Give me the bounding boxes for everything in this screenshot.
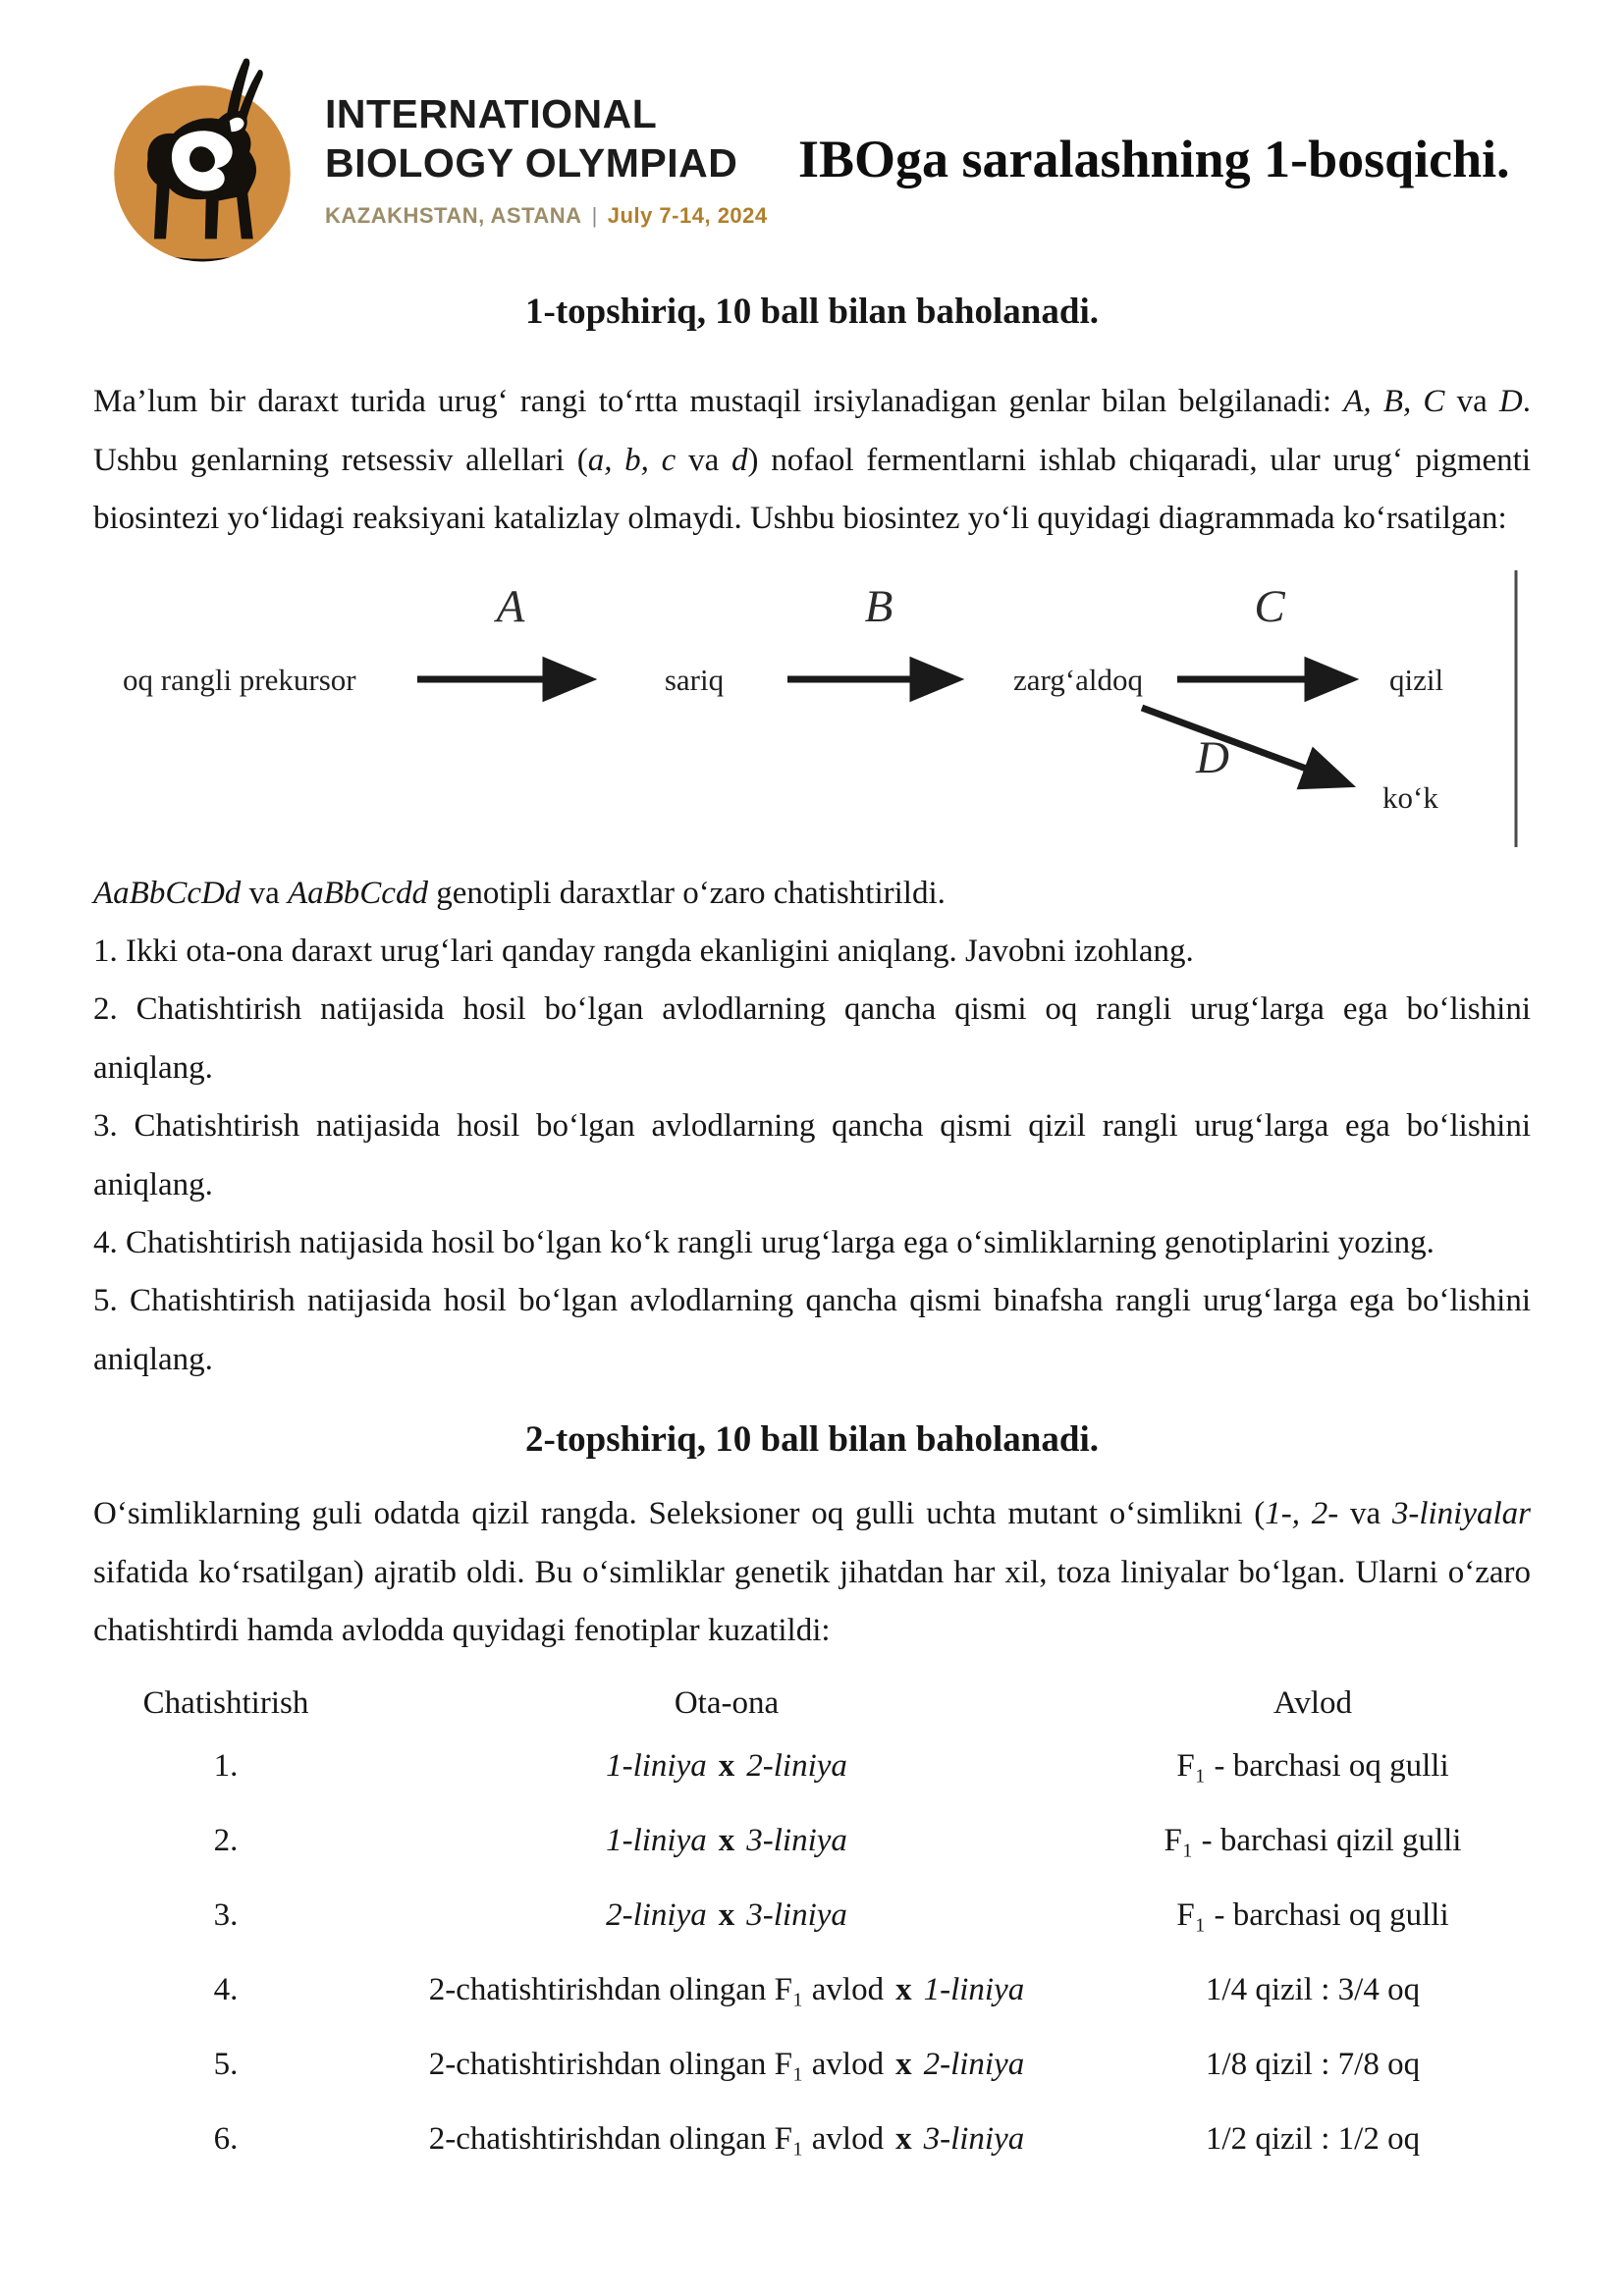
- parent-right: 3-liniya: [923, 2121, 1025, 2158]
- parent-left: 1-liniya: [606, 1823, 707, 1859]
- intro2-va: va: [1338, 1496, 1392, 1532]
- genotype-2: AaBbCcdd: [287, 875, 428, 911]
- cross-parents: [358, 1897, 1095, 1934]
- col-header-ota-ona: Ota-ona: [674, 1685, 780, 1722]
- genotype-rest: genotipli daraxtlar oʻzaro chatishtirildi.: [427, 875, 946, 911]
- crossings-table: [93, 1679, 1531, 2177]
- cross-x: x: [718, 1823, 735, 1859]
- parent-right: 3-liniya: [746, 1823, 847, 1859]
- question-1: 1. Ikki ota-ona daraxt urugʻlari qanday rangda ekanligini aniqlang. Javobni izohlang.: [93, 933, 1194, 969]
- logo-line-1: INTERNATIONAL: [325, 90, 658, 136]
- logo-text-block: [325, 89, 768, 229]
- logo-dates: July 7-14, 2024: [607, 203, 768, 229]
- cross-parents: [358, 1748, 1095, 1785]
- question-3: 3. Chatishtirish natijasida hosil boʻlgan avlodlarning qancha qismi qizil rangli urugʻlarga ega boʻlishini aniqlang.: [93, 1108, 1531, 1202]
- cross-result: 1/8 qizil : 7/8 oq: [1205, 2047, 1421, 2083]
- cross-x: x: [895, 2121, 912, 2158]
- logo-line-2: BIOLOGY OLYMPIAD: [325, 140, 738, 186]
- page-title: IBOga saralashning 1-bosqichi.: [797, 130, 1510, 188]
- parent-left: 2-chatishtirishdan olingan F₁ avlod: [428, 1972, 885, 2008]
- question-2: 2. Chatishtirish natijasida hosil boʻlgan avlodlarning qancha qismi oq rangli urugʻlarga ega boʻlishini aniqlang.: [93, 991, 1531, 1086]
- cross-x: x: [895, 1972, 912, 2008]
- ibo-logo: [93, 50, 768, 268]
- intro2-text: Oʻsimliklarning guli odatda qizil rangda. Seleksioner oq gulli uchta mutant oʻsimlikni (: [93, 1496, 1266, 1532]
- cross-number: 2.: [213, 1823, 239, 1859]
- logo-separator: |: [591, 203, 598, 229]
- genotype-va: va: [241, 875, 288, 911]
- task2-heading: 2-topshiriq, 10 ball bilan baholanadi.: [525, 1419, 1099, 1461]
- biosynthesis-pathway-diagram: [93, 564, 1531, 851]
- diagram-enzyme-d: D: [1196, 731, 1229, 783]
- diagram-enzyme-c: C: [1254, 580, 1285, 632]
- parent-left: 2-liniya: [606, 1897, 707, 1934]
- table-row: [93, 2103, 1531, 2177]
- cross-x: x: [718, 1897, 735, 1934]
- cross-parents: [358, 1823, 1095, 1859]
- cross-number: 1.: [213, 1748, 239, 1785]
- diagram-node-kok: koʻk: [1382, 779, 1438, 815]
- cross-parents: [358, 1972, 1095, 2008]
- diagram-enzyme-a: A: [496, 580, 525, 632]
- parent-left: 1-liniya: [606, 1748, 707, 1785]
- intro1-alleles: a, b, c: [587, 442, 677, 478]
- cross-number: 3.: [213, 1897, 239, 1934]
- intro2-line3: 3-liniyalar: [1391, 1496, 1531, 1532]
- cross-parents: [358, 2047, 1095, 2083]
- cross-result: F₁ - barchasi oq gulli: [1176, 1897, 1449, 1934]
- table-row: [93, 2028, 1531, 2103]
- intro1-va1: va: [1444, 384, 1499, 420]
- cross-number: 4.: [213, 1972, 239, 2008]
- cross-result: 1/4 qizil : 3/4 oq: [1205, 1972, 1421, 2008]
- parent-left: 2-chatishtirishdan olingan F₁ avlod: [428, 2121, 885, 2158]
- intro2-text2: sifatida koʻrsatilgan) ajratib oldi. Bu oʻsimliklar genetik jihatdan har xil, toza liniyalar boʻlgan. Ularni oʻzaro chatishtirdi hamda avlodda quyidagi fenotiplar kuzatildi:: [93, 1554, 1531, 1649]
- table-row: [93, 1804, 1531, 1879]
- parent-right: 2-liniya: [923, 2047, 1025, 2083]
- diagram-node-qizil: qizil: [1389, 662, 1444, 697]
- cross-parents: [358, 2121, 1095, 2158]
- cross-number: 6.: [213, 2121, 239, 2158]
- parent-right: 1-liniya: [923, 1972, 1025, 2008]
- intro1-text3: ) nofaol fermentlarni ishlab chiqaradi, ular urugʻ pigmenti biosintezi yoʻlidagi reaksiyani katalizlay olmaydi. Ushbu biosintez yoʻli quyidagi diagrammada koʻrsatilgan:: [93, 442, 1531, 537]
- question-5: 5. Chatishtirish natijasida hosil boʻlgan avlodlarning qancha qismi binafsha rangli urugʻlarga ega boʻlishini aniqlang.: [93, 1283, 1531, 1377]
- cross-result: F₁ - barchasi oq gulli: [1176, 1748, 1449, 1785]
- intro2-lines12: 1-, 2-: [1265, 1496, 1339, 1532]
- cross-result: 1/2 qizil : 1/2 oq: [1205, 2121, 1421, 2158]
- intro1-gene-d: D: [1498, 384, 1523, 420]
- question-4: 4. Chatishtirish natijasida hosil boʻlgan koʻk rangli urugʻlarga ega oʻsimliklarning genotiplarini yozing.: [93, 1224, 1435, 1260]
- intro1-allele-d: d: [731, 442, 748, 478]
- intro1-va2: va: [676, 442, 731, 478]
- table-header-row: [93, 1679, 1531, 1730]
- cross-number: 5.: [213, 2047, 239, 2083]
- intro1-text: Ma’lum bir daraxt turida urugʻ rangi toʻrtta mustaqil irsiylanadigan genlar bilan belgilanadi:: [93, 384, 1344, 420]
- task2-intro-paragraph: [93, 1485, 1531, 1660]
- diagram-node-zargaldoq: zargʻaldoq: [1013, 662, 1143, 697]
- intro1-text2: . Ushbu genlarning retsessiv allellari (: [93, 384, 1532, 478]
- col-header-chatishtirish: Chatishtirish: [142, 1685, 309, 1722]
- parent-left: 2-chatishtirishdan olingan F₁ avlod: [428, 2047, 885, 2083]
- task1-heading: 1-topshiriq, 10 ball bilan baholanadi.: [525, 292, 1099, 332]
- genotype-1: AaBbCcDd: [93, 875, 242, 911]
- cross-x: x: [895, 2047, 912, 2083]
- page-header: [93, 45, 1531, 273]
- logo-location: KAZAKHSTAN, ASTANA: [325, 203, 582, 229]
- genotype-line: [93, 865, 1531, 923]
- table-row: [93, 1730, 1531, 1804]
- cross-x: x: [718, 1748, 735, 1785]
- table-row: [93, 1879, 1531, 1953]
- col-header-avlod: Avlod: [1272, 1685, 1353, 1722]
- task1-intro-paragraph: [93, 373, 1531, 548]
- diagram-enzyme-b: B: [864, 580, 893, 632]
- logo-tagline: [325, 203, 768, 229]
- diagram-node-precursor: oq rangli prekursor: [123, 662, 356, 697]
- diagram-node-sariq: sariq: [664, 662, 725, 697]
- table-row: [93, 1953, 1531, 2028]
- parent-right: 2-liniya: [746, 1748, 847, 1785]
- saiga-antelope-icon: [93, 50, 311, 268]
- intro1-genes: A, B, C: [1343, 384, 1445, 420]
- cross-result: F₁ - barchasi qizil gulli: [1164, 1823, 1462, 1859]
- parent-right: 3-liniya: [746, 1897, 847, 1934]
